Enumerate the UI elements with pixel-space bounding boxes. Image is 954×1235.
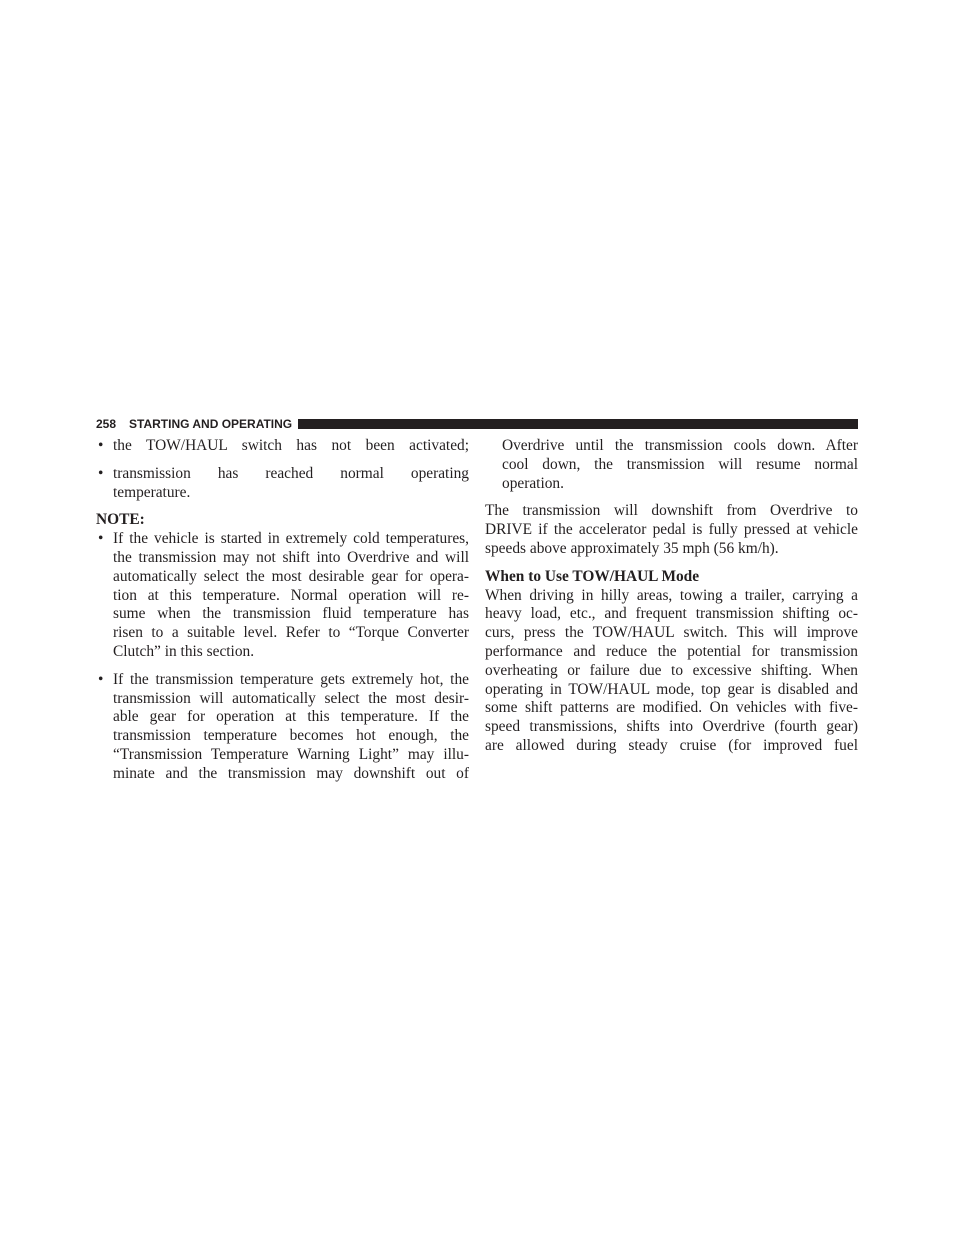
paragraph-downshift bbox=[485, 502, 858, 558]
text-line: operation. bbox=[502, 474, 564, 492]
text-line: some shift patterns are modified. On vehicles with five- bbox=[485, 699, 858, 717]
text-line: The transmission will downshift from Overdrive to bbox=[485, 502, 858, 520]
text-line: speed transmissions, shifts into Overdrive (fourth gear) bbox=[485, 718, 858, 736]
text-line: “Transmission Temperature Warning Light” may illu- bbox=[113, 745, 469, 763]
left-column bbox=[96, 437, 469, 784]
text-line: tion at this temperature. Normal operation will re- bbox=[113, 586, 469, 604]
text-line: • If the transmission temperature gets extremely hot, the bbox=[113, 670, 469, 688]
text-line: curs, press the TOW/HAUL switch. This will improve bbox=[485, 624, 858, 642]
text-line: sume when the transmission fluid temperature has bbox=[113, 605, 469, 623]
header-rule bbox=[298, 419, 858, 429]
right-column bbox=[485, 437, 858, 756]
text-line: the transmission may not shift into Overdrive and will bbox=[113, 548, 469, 566]
note-bullet-hot-temperatures bbox=[96, 671, 469, 784]
text-line: • If the vehicle is started in extremely cold temperatures, bbox=[113, 530, 469, 548]
text-line: cool down, the transmission will resume normal bbox=[502, 455, 858, 473]
text-line: minate and the transmission may downshift out of bbox=[113, 764, 469, 782]
text-line: transmission will automatically select the most desir- bbox=[113, 689, 469, 707]
text-line: Overdrive until the transmission cools down. After bbox=[502, 437, 858, 454]
subheading-tow-haul-mode: When to Use TOW/HAUL Mode bbox=[485, 567, 700, 585]
text-line: Clutch” in this section. bbox=[113, 642, 255, 660]
text-line: When driving in hilly areas, towing a trailer, carrying a bbox=[485, 586, 858, 604]
text-line: speeds above approximately 35 mph (56 km/h). bbox=[485, 539, 779, 557]
section-title: STARTING AND OPERATING bbox=[129, 417, 293, 431]
text-line: operating in TOW/HAUL mode, top gear is disabled and bbox=[485, 680, 858, 698]
text-line: overheating or failure due to excessive shifting. When bbox=[485, 661, 858, 679]
text-line: performance and reduce the potential for transmission bbox=[485, 642, 858, 660]
text-line: temperature. bbox=[113, 483, 191, 501]
text-line: • the TOW/HAUL switch has not been activated; bbox=[113, 437, 469, 454]
note-bullet-cold-temperatures bbox=[96, 530, 469, 662]
note-label: NOTE: bbox=[96, 511, 145, 529]
page-number: 258 bbox=[96, 417, 117, 431]
text-line: are allowed during steady cruise (for improved fuel bbox=[485, 736, 858, 754]
paragraph-tow-haul bbox=[485, 587, 858, 756]
text-line: • transmission has reached normal operating bbox=[113, 464, 469, 482]
text-line: transmission temperature becomes hot enough, the bbox=[113, 727, 469, 745]
text-line: able gear for operation at this temperature. If the bbox=[113, 708, 469, 726]
text-line: risen to a suitable level. Refer to “Torque Converter bbox=[113, 624, 469, 642]
bullet-tow-haul-not-activated bbox=[96, 437, 469, 456]
page-header bbox=[96, 417, 858, 431]
bullet-continuation bbox=[485, 437, 858, 493]
text-line: DRIVE if the accelerator pedal is fully pressed at vehicle bbox=[485, 521, 858, 539]
bullet-normal-operating-temperature bbox=[96, 465, 469, 503]
text-line: heavy load, etc., and frequent transmission shifting oc- bbox=[485, 605, 858, 623]
text-line: automatically select the most desirable gear for opera- bbox=[113, 567, 469, 585]
